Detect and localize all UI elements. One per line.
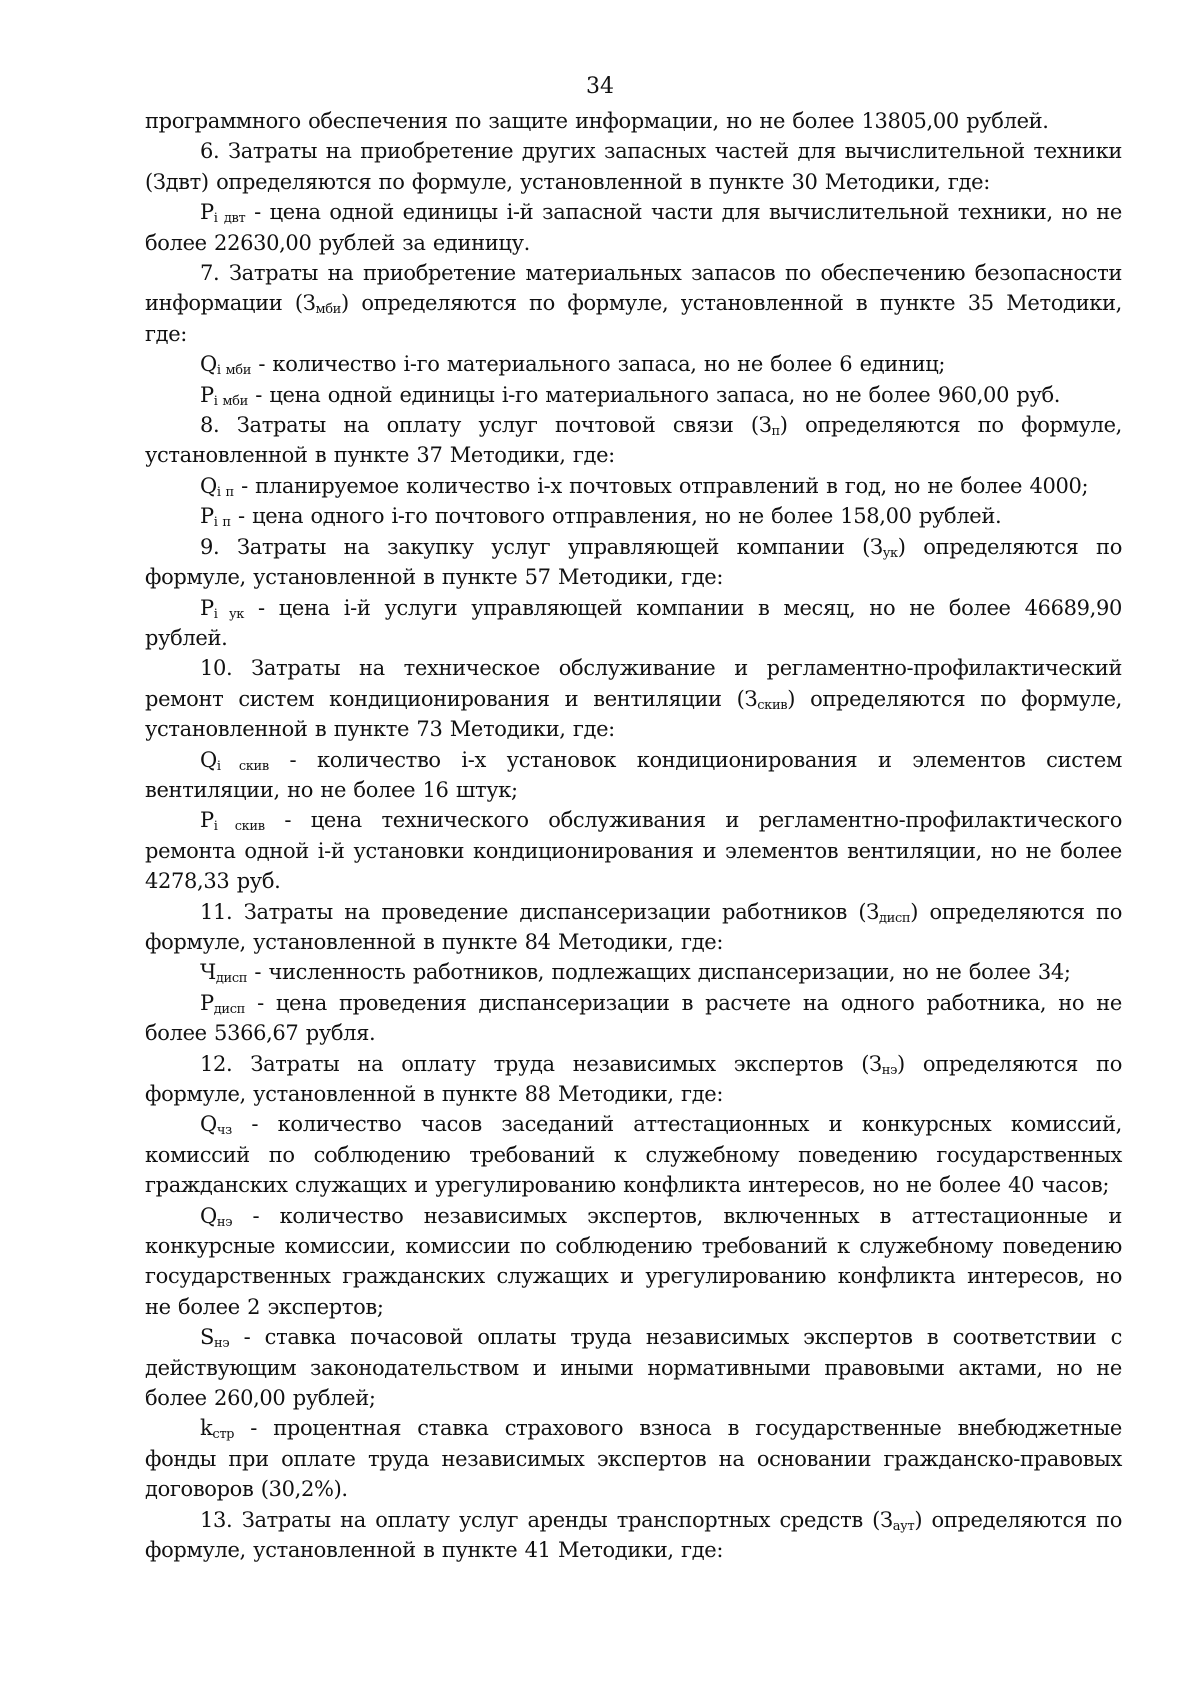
paragraph-text: 7. Затраты на приобретение материальных запасов по обеспечению безопасности информации (З — [145, 261, 1122, 316]
paragraph — [145, 501, 1122, 531]
subscript-text: аут — [892, 1518, 915, 1534]
paragraph — [145, 988, 1122, 1049]
paragraph — [145, 106, 1122, 136]
paragraph-text: P — [200, 990, 214, 1015]
subscript-text: i скив — [216, 758, 269, 774]
paragraph-text: - цена одного i-го почтового отправления, но не более 158,00 рублей. — [230, 504, 1002, 529]
paragraph-text: 6. Затраты на приобретение других запасных частей для вычислительной техники (Здвт) определяются по формуле, установленной в пункте 30 Методики, где: — [145, 139, 1122, 194]
paragraph-text: S — [200, 1325, 215, 1350]
paragraph — [145, 410, 1122, 471]
paragraph — [145, 653, 1122, 744]
paragraph-text: - цена одной единицы i-го материального запаса, но не более 960,00 руб. — [247, 382, 1061, 407]
paragraph — [145, 532, 1122, 593]
subscript-text: чз — [216, 1123, 232, 1139]
paragraph-text: - процентная ставка страхового взноса в государственные внебюджетные фонды при оплате труда независимых экспертов на основании гражданско-правовых договоров (30,2%). — [145, 1416, 1122, 1502]
paragraph-text: P — [200, 382, 214, 407]
paragraph — [145, 1201, 1122, 1323]
subscript-text: i двт — [213, 211, 246, 227]
subscript-text: мби — [315, 302, 341, 318]
paragraph-text: ) определяются по формуле, установленной в пункте 88 Методики, где: — [145, 1051, 1122, 1106]
subscript-text: i скив — [213, 819, 265, 835]
paragraph-text: 10. Затраты на техническое обслуживание и регламентно-профилактический ремонт систем кондиционирования и вентиляции (З — [145, 656, 1122, 711]
paragraph-text: Q — [200, 352, 217, 377]
paragraph-text: Q — [200, 1112, 217, 1137]
paragraph — [145, 1413, 1122, 1504]
paragraph-text: ) определяются по формуле, установленной в пункте 35 Методики, где: — [145, 291, 1122, 346]
paragraph — [145, 1109, 1122, 1200]
paragraph-text: - количество i-го материального запаса, но не более 6 единиц; — [251, 352, 946, 377]
subscript-text: стр — [212, 1427, 235, 1443]
paragraph — [145, 745, 1122, 806]
paragraph-text: Ч — [200, 960, 216, 985]
subscript-text: дисп — [213, 1001, 245, 1017]
paragraph-text: P — [200, 595, 214, 620]
paragraph-text: - цена проведения диспансеризации в расчете на одного работника, но не более 5366,67 рубля. — [145, 990, 1122, 1046]
paragraph — [145, 136, 1122, 197]
paragraph — [145, 1505, 1122, 1566]
paragraph-text: P — [200, 504, 214, 529]
paragraph-text: - количество i-х установок кондиционирования и элементов систем вентиляции, но не более 16 штук; — [145, 747, 1122, 802]
paragraph — [145, 805, 1122, 896]
paragraph-text: Q — [200, 473, 217, 498]
paragraph — [145, 197, 1122, 258]
page-number: 34 — [586, 74, 614, 99]
paragraph — [145, 897, 1122, 958]
paragraph-text: - цена одной единицы i-й запасной части для вычислительной техники, но не более 22630,00 рублей за единицу. — [145, 200, 1122, 255]
paragraph-text: ) определяются по формуле, установленной в пункте 84 Методики, где: — [145, 899, 1123, 954]
subscript-text: нэ — [881, 1062, 898, 1078]
subscript-text: ук — [882, 545, 898, 561]
paragraph-text: - цена технического обслуживания и регламентно-профилактического ремонта одной i-й установки кондиционирования и элементов вентиляции, но не более 4278,33 руб. — [145, 808, 1122, 894]
paragraph-text: - численность работников, подлежащих диспансеризации, но не более 34; — [247, 960, 1071, 985]
paragraph — [145, 1322, 1122, 1413]
paragraph-text: ) определяются по формуле, установленной в пункте 41 Методики, где: — [145, 1507, 1122, 1563]
paragraph-text: - ставка почасовой оплаты труда независимых экспертов в соответствии с действующим законодательством и иными нормативными правовыми актами, но не более 260,00 рублей; — [145, 1325, 1122, 1411]
subscript-text: нэ — [214, 1336, 230, 1352]
paragraph-text: 8. Затраты на оплату услуг почтовой связи (З — [200, 413, 772, 438]
paragraph-text: - количество часов заседаний аттестационных и конкурсных комиссий, комиссий по соблюдению требований к служебному поведению государственных гражданских служащих и урегулированию конфликта интересов, но не более 40 часов; — [145, 1112, 1122, 1198]
paragraph-text: Q — [200, 1203, 217, 1228]
paragraph — [145, 957, 1122, 987]
subscript-text: дисп — [878, 910, 911, 926]
paragraph-text: 12. Затраты на оплату труда независимых экспертов (З — [200, 1051, 882, 1076]
paragraph — [145, 258, 1122, 349]
paragraph-text: ) определяются по формуле, установленной в пункте 73 Методики, где: — [145, 686, 1122, 742]
subscript-text: i п — [216, 484, 234, 500]
document-body — [145, 106, 1122, 1566]
paragraph-text: - планируемое количество i-х почтовых отправлений в год, но не более 4000; — [233, 473, 1089, 498]
paragraph-text: - цена i-й услуги управляющей компании в месяц, но не более 46689,90 рублей. — [145, 595, 1122, 650]
subscript-text: дисп — [215, 971, 248, 987]
subscript-text: нэ — [216, 1214, 233, 1230]
paragraph-text: P — [200, 200, 214, 225]
subscript-text: i ук — [213, 606, 245, 622]
paragraph-text: ) определяются по формуле, установленной в пункте 37 Методики, где: — [145, 413, 1122, 468]
subscript-text: скив — [757, 697, 788, 713]
paragraph — [145, 1049, 1122, 1110]
paragraph-text: k — [200, 1416, 213, 1441]
paragraph-text: - количество независимых экспертов, включенных в аттестационные и конкурсные комиссии, комиссии по соблюдению требований к служебному поведению государственных гражданских служащих и урегулированию конфликта интересов, но не более 2 экспертов; — [145, 1203, 1122, 1319]
paragraph — [145, 349, 1122, 379]
paragraph-text: ) определяются по формуле, установленной в пункте 57 Методики, где: — [145, 534, 1122, 590]
subscript-text: п — [771, 424, 780, 440]
paragraph — [145, 593, 1122, 654]
paragraph-text: P — [200, 808, 214, 833]
paragraph — [145, 380, 1122, 410]
subscript-text: i мби — [216, 363, 252, 379]
paragraph-text: 11. Затраты на проведение диспансеризации работников (З — [200, 899, 879, 924]
paragraph-text: 9. Затраты на закупку услуг управляющей компании (З — [200, 534, 883, 559]
paragraph — [145, 471, 1122, 501]
paragraph-text: программного обеспечения по защите информации, но не более 13805,00 рублей. — [145, 109, 1049, 133]
subscript-text: i мби — [213, 393, 248, 409]
subscript-text: i п — [213, 515, 231, 531]
paragraph-text: Q — [200, 747, 217, 772]
paragraph-text: 13. Затраты на оплату услуг аренды транспортных средств (З — [200, 1507, 893, 1532]
